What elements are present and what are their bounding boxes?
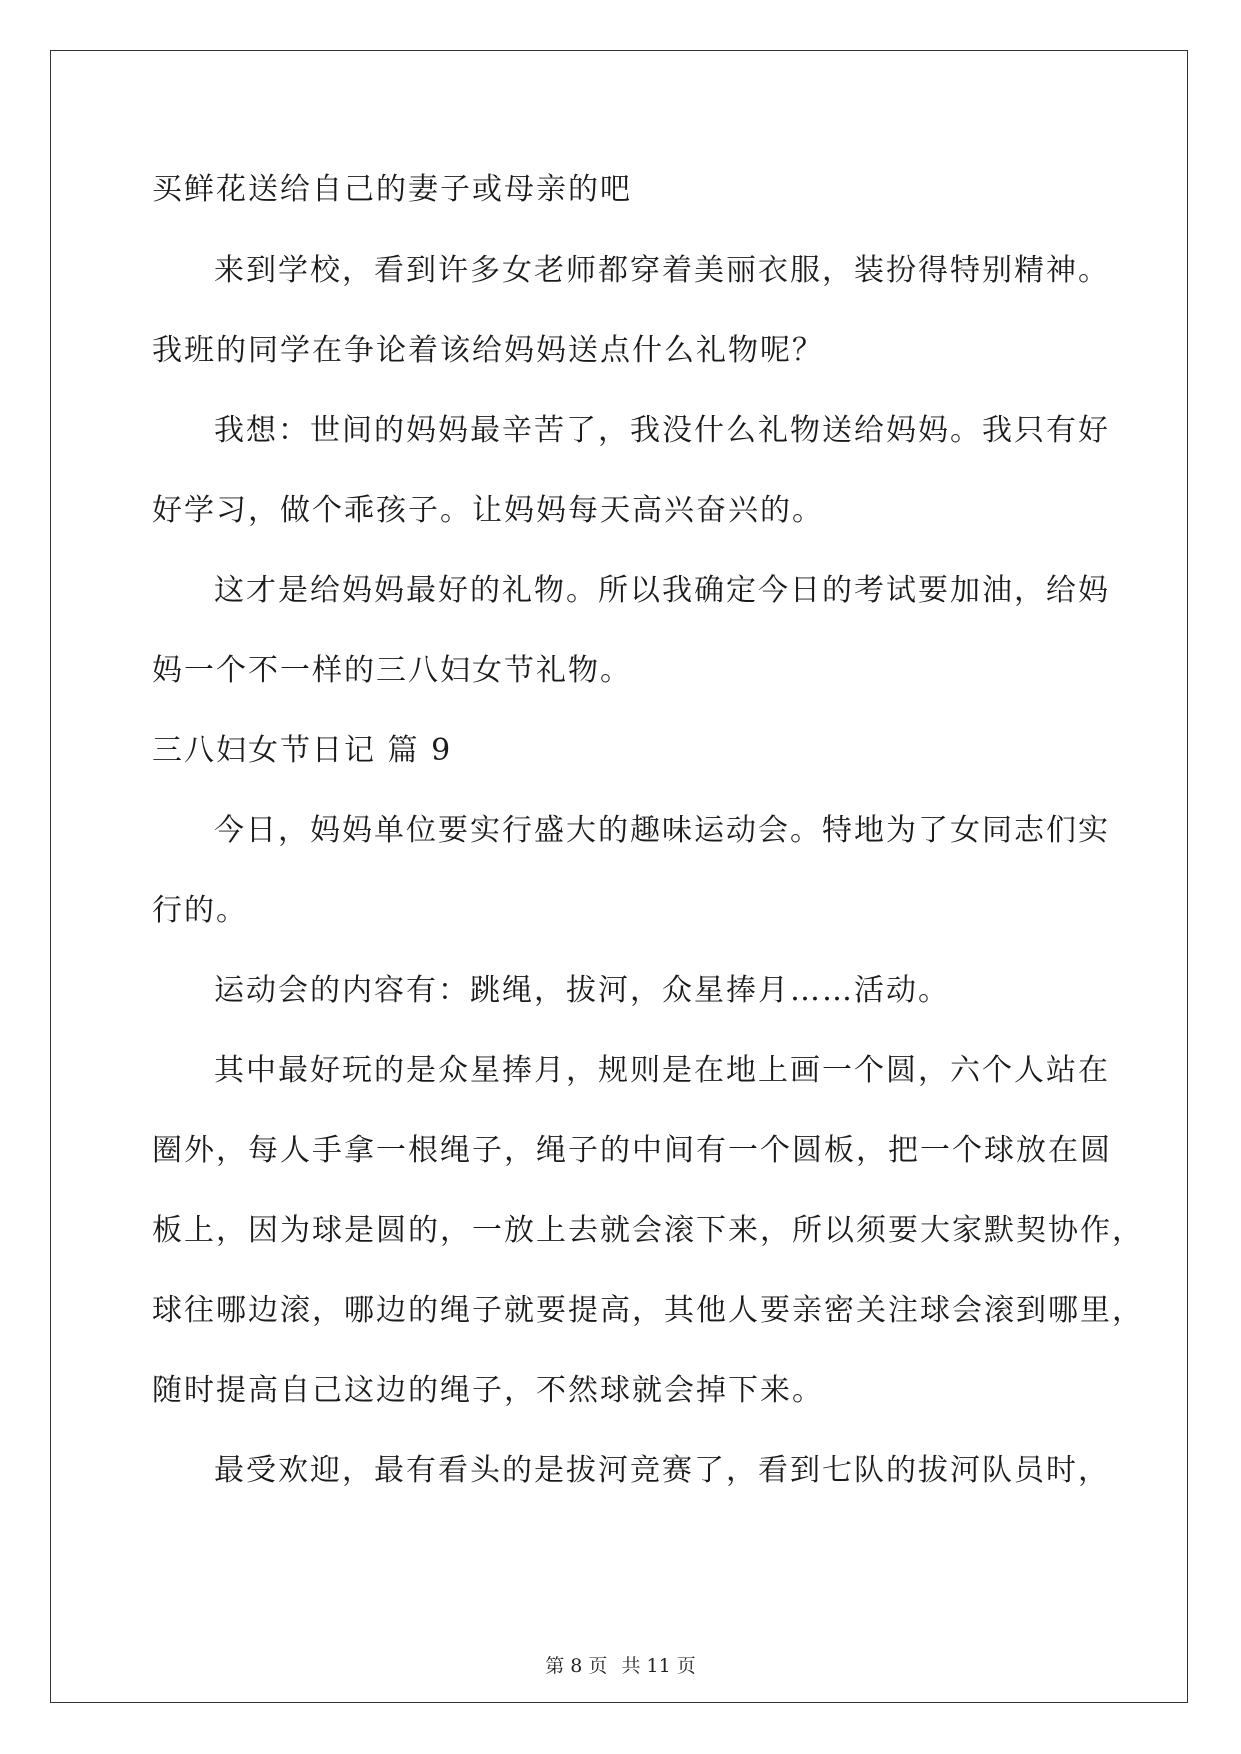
body-line: 随时提高自己这边的绳子，不然球就会掉下来。 (152, 1373, 824, 1408)
body-line: 板上，因为球是圆的，一放上去就会滚下来，所以须要大家默契协作， (152, 1213, 1144, 1248)
body-line: 我班的同学在争论着该给妈妈送点什么礼物呢？ (152, 333, 824, 368)
body-line: 圈外，每人手拿一根绳子，绳子的中间有一个圆板，把一个球放在圆 (152, 1133, 1112, 1168)
body-line: 球往哪边滚，哪边的绳子就要提高，其他人要亲密关注球会滚到哪里， (152, 1293, 1144, 1328)
paragraph-line: 我想：世间的妈妈最辛苦了，我没什么礼物送给妈妈。我只有好 (214, 413, 1110, 448)
paragraph-line: 来到学校，看到许多女老师都穿着美丽衣服，装扮得特别精神。 (214, 253, 1110, 288)
body-line: 妈一个不一样的三八妇女节礼物。 (152, 653, 632, 688)
section-heading: 三八妇女节日记 篇 9 (152, 733, 453, 768)
total-pages: 共 11 页 (621, 1655, 696, 1677)
body-line: 好学习，做个乖孩子。让妈妈每天高兴奋兴的。 (152, 493, 824, 528)
paragraph-line: 运动会的内容有：跳绳，拔河，众星捧月……活动。 (214, 973, 950, 1008)
body-line: 行的。 (152, 893, 248, 928)
page-number: 第 8 页 (545, 1655, 608, 1677)
page-footer (0, 1654, 1241, 1678)
paragraph-line: 其中最好玩的是众星捧月，规则是在地上画一个圆，六个人站在 (214, 1053, 1110, 1088)
body-line: 买鲜花送给自己的妻子或母亲的吧 (152, 172, 632, 207)
paragraph-line: 今日，妈妈单位要实行盛大的趣味运动会。特地为了女同志们实 (214, 813, 1110, 848)
paragraph-line: 这才是给妈妈最好的礼物。所以我确定今日的考试要加油，给妈 (214, 573, 1110, 608)
paragraph-line: 最受欢迎，最有看头的是拔河竞赛了，看到七队的拔河队员时， (214, 1453, 1110, 1488)
